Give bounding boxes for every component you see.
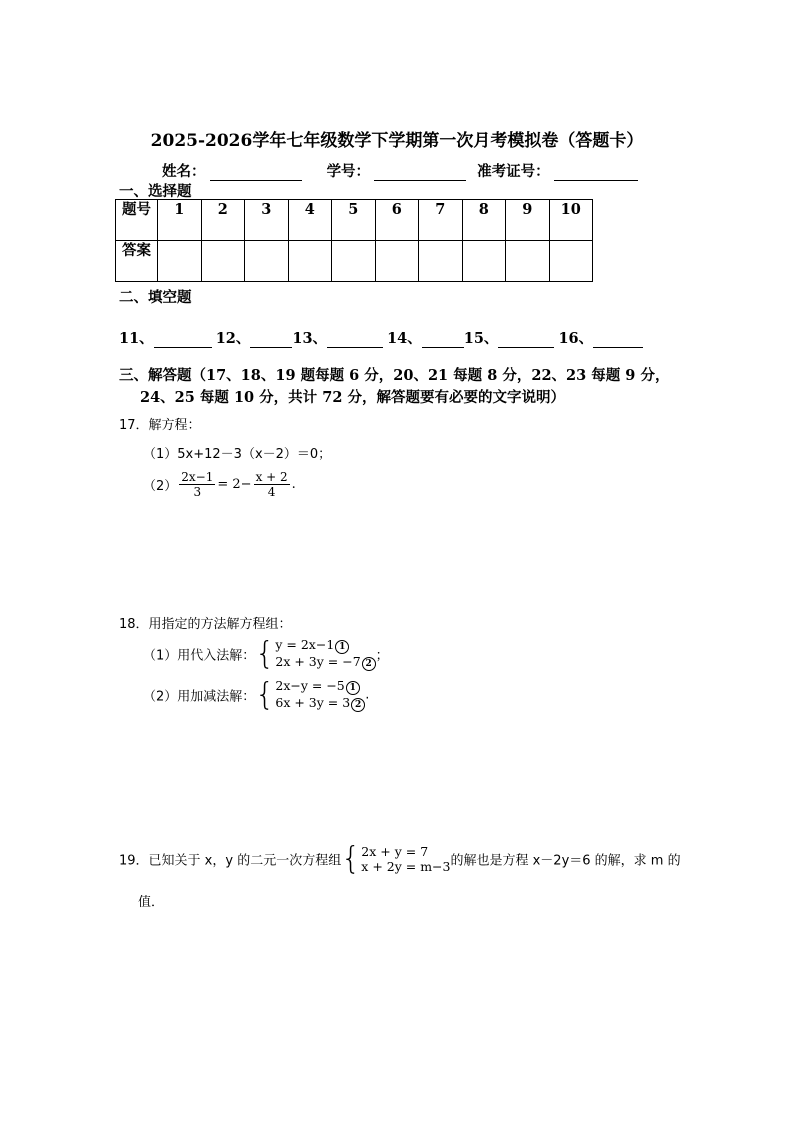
question-number: 10 <box>549 200 593 241</box>
answer-cell[interactable] <box>375 241 419 282</box>
fill-blank[interactable] <box>498 335 554 348</box>
fill-item-label: 13、 <box>292 330 328 347</box>
section3-heading-line2: 24、25 每题 10 分，共计 72 分，解答题要有必要的文字说明） <box>140 389 565 406</box>
question-number: 1 <box>158 200 202 241</box>
fill-item-label: 11、 <box>119 330 154 347</box>
fill-item-label: 15、 <box>463 330 499 347</box>
question-number: 9 <box>506 200 550 241</box>
circled-2-marker: 2 <box>362 657 376 671</box>
fill-item-label: 14、 <box>387 330 422 347</box>
question-number: 8 <box>462 200 506 241</box>
answer-grid-answer-row <box>116 241 593 282</box>
answer-grid-number-row <box>116 200 593 241</box>
answer-cell[interactable] <box>506 241 550 282</box>
fill-blank[interactable] <box>250 335 292 348</box>
answer-cell[interactable] <box>462 241 506 282</box>
page-title: 2025-2026学年七年级数学下学期第一次月考模拟卷（答题卡） <box>150 131 644 151</box>
circled-1-marker: 1 <box>335 640 349 654</box>
q18-part2: （2）用加减法解：{ 2x−y = −5 1 6x + 3y = 3 2 . <box>143 676 370 713</box>
id-label: 学号： <box>326 163 371 180</box>
question-number: 6 <box>375 200 419 241</box>
section1-heading: 一、选择题 <box>119 183 192 200</box>
q18-stem: 18．用指定的方法解方程组： <box>119 617 292 632</box>
q19-stem-end: 值． <box>138 895 165 910</box>
exam-number-blank[interactable] <box>554 166 638 181</box>
row-label-answer: 答案 <box>116 241 158 282</box>
q17-part2: （2） $\frac{2x-1}{3}$ = 2− $\frac{x + 2}{4}$ . <box>143 470 296 499</box>
q18-part1: （1）用代入法解：{ y = 2x−1 1 2x + 3y = −7 2 ； <box>143 635 389 672</box>
fill-blank[interactable] <box>422 335 464 348</box>
question-number: 5 <box>332 200 376 241</box>
answer-grid <box>115 199 593 282</box>
student-info-row <box>162 160 644 181</box>
answer-cell[interactable] <box>158 241 202 282</box>
answer-cell[interactable] <box>201 241 245 282</box>
q17-stem: 17．解方程： <box>119 418 201 433</box>
row-label-number: 题号 <box>116 200 158 241</box>
circled-2-marker: 2 <box>351 698 365 712</box>
id-blank[interactable] <box>374 166 466 181</box>
circled-1-marker: 1 <box>346 681 360 695</box>
answer-cell[interactable] <box>419 241 463 282</box>
section2-heading: 二、填空题 <box>119 289 192 306</box>
exam-number-label: 准考证号： <box>477 163 550 180</box>
question-number: 2 <box>201 200 245 241</box>
answer-cell[interactable] <box>288 241 332 282</box>
fill-blank[interactable] <box>154 335 212 348</box>
fill-item-label: 16、 <box>558 330 594 347</box>
answer-cell[interactable] <box>332 241 376 282</box>
q19-stem: 19．已知关于 x，y 的二元一次方程组{ 2x + y = 7 x + 2y = m−3 的解也是方程 x－2y＝6 的解，求 m 的 <box>119 840 681 877</box>
answer-cell[interactable] <box>245 241 289 282</box>
question-number: 4 <box>288 200 332 241</box>
section3-heading-line1: 三、解答题（17、18、19 题每题 6 分，20、21 每题 8 分，22、23 每题 9 分， <box>119 367 670 384</box>
q17-part1: （1）5x+12－3（x－2）＝0； <box>143 447 332 462</box>
question-number: 3 <box>245 200 289 241</box>
fill-blank[interactable] <box>327 335 383 348</box>
fill-item-label: 12、 <box>215 330 251 347</box>
name-label: 姓名： <box>162 163 206 180</box>
name-blank[interactable] <box>210 166 302 181</box>
question-number: 7 <box>419 200 463 241</box>
fill-blank[interactable] <box>593 335 643 348</box>
fill-blank-row <box>119 327 643 348</box>
answer-cell[interactable] <box>549 241 593 282</box>
